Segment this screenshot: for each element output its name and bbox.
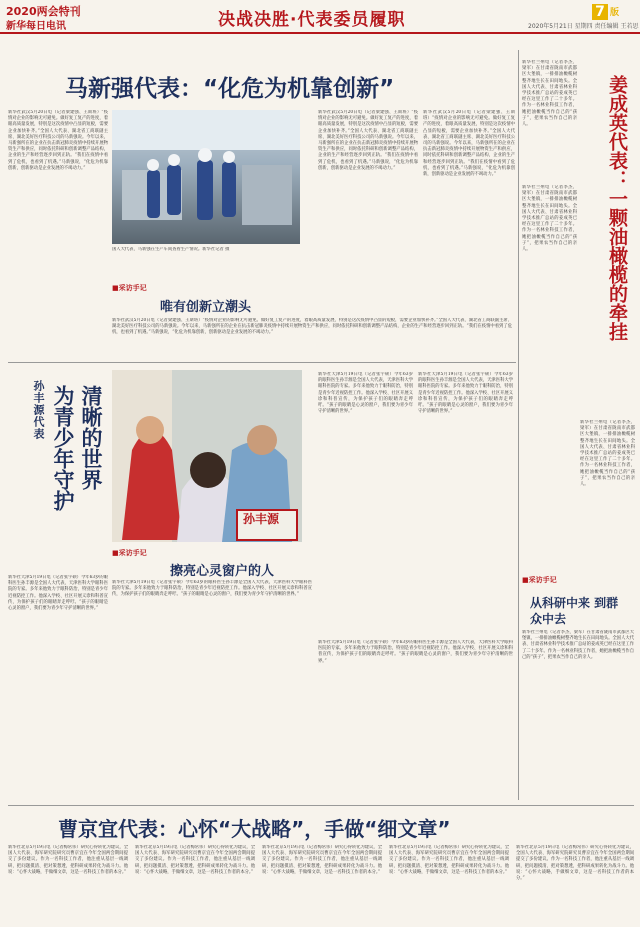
article-ma-col4: 新华社武汉5月20日电（记者梁建强、王斯班）“疫情对企业的影响无可避免。做好复工复产的进度，着眼高质量发展，特别是这次疫情中凸显的短板，需要企业加快补齐。”全国人大代表、湖北省工商联副主席、湖北美好医疗科技公司的马新强说。今年以来，马新强所在的企业在抗击新冠肺炎疫情中持续开展物资生产和供应，同时依托科研和创新调整产品结构，企业的生产和经营逐步回到正轨。“我们在疫情中看到了危机，也看到了机遇。”马新强说，“化危为机靠创新，创新驱动是企业发展的不竭动力。” [423, 110, 515, 178]
article-sun-end: 新华社天津5月19日电（记者张宇硕）今年63岁的眼科医生孙丰源是全国人大代表，天津医科大学眼科医院的专家。多年来他致力于眼科防治，特别是青少年近视防控工作。他深入学校、社区开展义诊和科普宣传，为保护孩子们的眼睛奔走呼吁。“孩子的眼睛是心灵的窗户，我们要为青少年守护清晰的世界。” [318, 640, 513, 664]
divider [8, 362, 516, 363]
article-cao-col5: 新华社北京5月19日电（记者梅常伟）研究心得转化为建议，全国人大代表、海军研究院研究员曹京宜在今年全国两会期间提交了多份建议。作为一名科技工作者，他注重从基层一线调研，把问题摸清、把对策想透，把科研成果转化为战斗力。他说：“心怀大战略，手做细文章，这是一名科技工作者的本分。” [516, 845, 634, 882]
subhead-jiang: 从科研中来 到群众中去 [530, 596, 619, 626]
article-cao-col1: 新华社北京5月19日电（记者梅常伟）研究心得转化为建议，全国人大代表、海军研究院研究员曹京宜在今年全国两会期间提交了多份建议。作为一名科技工作者，他注重从基层一线调研，把问题摸清、把对策想透，把科研成果转化为战斗力。他说：“心怀大战略，手做细文章，这是一名科技工作者的本分。” [8, 845, 128, 875]
sign-text: 孙丰源 [243, 512, 280, 526]
article-ma-notes: 新华社武汉5月20日电（记者梁建强、王斯班）“疫情对企业的影响无可避免。做好复工复产的进度，着眼高质量发展，特别是这次疫情中凸显的短板，需要企业加快补齐。”全国人大代表、湖北省工商联副主席、湖北美好医疗科技公司的马新强说。今年以来，马新强所在的企业在抗击新冠肺炎疫情中持续开展物资生产和供应，同时依托科研和创新调整产品结构，企业的生产和经营逐步回到正轨。“我们在疫情中看到了危机，也看到了机遇。”马新强说，“化危为机靠创新，创新驱动是企业发展的不竭动力。” [112, 318, 512, 336]
headline-ma: 马新强代表：“化危为机靠创新” [65, 76, 395, 102]
page-label: 版 [610, 8, 620, 18]
date-line: 2020年5月21日 星期四 责任编辑 王若思 [528, 23, 639, 30]
subhead-sun: 擦亮心灵窗户的人 [170, 564, 275, 579]
photo-factory [112, 110, 300, 244]
photo-caption-sun-vertical [306, 372, 314, 542]
factory-workers-image [112, 110, 300, 244]
photo-caption-ma-vertical [305, 112, 313, 242]
subhead-jiang-tag: ■采访手记 [522, 576, 557, 584]
article-cao-col3: 新华社北京5月19日电（记者梅常伟）研究心得转化为建议，全国人大代表、海军研究院研究员曹京宜在今年全国两会期间提交了多份建议。作为一名科技工作者，他注重从基层一线调研，把问题摸清、把对策想透，把科研成果转化为战斗力。他说：“心怀大战略，手做细文章，这是一名科技工作者的本分。” [262, 845, 382, 875]
subhead-ma-tag: ■采访手记 [112, 284, 147, 292]
article-ma-col1: 新华社武汉5月20日电（记者梁建强、王斯班）“疫情对企业的影响无可避免。做好复工复产的进度，着眼高质量发展，特别是这次疫情中凸显的短板，需要企业加快补齐。”全国人大代表、湖北省工商联副主席、湖北美好医疗科技公司的马新强说。今年以来，马新强所在的企业在抗击新冠肺炎疫情中持续开展物资生产和供应，同时依托科研和创新调整产品结构，企业的生产和经营逐步回到正轨。“我们在疫情中看到了危机，也看到了机遇。”马新强说，“化危为机靠创新，创新驱动是企业发展的不竭动力。” [8, 110, 108, 171]
article-sun-notes: 新华社天津5月19日电（记者张宇硕）今年63岁的眼科医生孙丰源是全国人大代表，天津医科大学眼科医院的专家。多年来他致力于眼科防治，特别是青少年近视防控工作。他深入学校、社区开展义诊和科普宣传，为保护孩子们的眼睛奔走呼吁。“孩子的眼睛是心灵的窗户，我们要为青少年守护清晰的世界。” [112, 580, 312, 598]
article-sun-col4: 新华社天津5月19日电（记者张宇硕）今年63岁的眼科医生孙丰源是全国人大代表，天津医科大学眼科医院的专家。多年来他致力于眼科防治，特别是青少年近视防控工作。他深入学校、社区开展义诊和科普宣传，为保护孩子们的眼睛奔走呼吁。“孩子的眼睛是心灵的窗户，我们要为青少年守护清晰的世界。” [418, 372, 513, 415]
subhead-sun-tag: ■采访手记 [112, 549, 147, 557]
edition-name: 2020两会特刊 [6, 5, 81, 18]
headline-jiang: 姜成英代表：一颗油橄榄的牵挂 [606, 75, 628, 341]
name-sun-vertical: 孙丰源代表 [32, 380, 45, 440]
column-divider [518, 50, 519, 800]
page-number-badge: 7 [592, 4, 608, 20]
article-sun-col1: 新华社天津5月19日电（记者张宇硕）今年63岁的眼科医生孙丰源是全国人大代表，天津医科大学眼科医院的专家。多年来他致力于眼科防治，特别是青少年近视防控工作。他深入学校、社区开展义诊和科普宣传，为保护孩子们的眼睛奔走呼吁。“孩子的眼睛是心灵的窗户，我们要为青少年守护清晰的世界。” [8, 575, 108, 612]
section-title: 决战决胜·代表委员履职 [218, 10, 406, 30]
article-jiang-notes: 新华社兰州电（记者李杰、梁军）在甘肃省陇南市武都区大堡镇，一排排油橄榄树整齐地生长在田间地头。全国人大代表、甘肃省林业科学技术推广总站的姜成英已经在这里工作了二十多年。作为一名林业科技工作者，她把油橄榄当作自己的“孩子”，把果农当作自己的亲人。 [522, 630, 634, 660]
article-cao-col2: 新华社北京5月19日电（记者梅常伟）研究心得转化为建议，全国人大代表、海军研究院研究员曹京宜在今年全国两会期间提交了多份建议。作为一名科技工作者，他注重从基层一线调研，把问题摸清、把对策想透，把科研成果转化为战斗力。他说：“心怀大战略，手做细文章，这是一名科技工作者的本分。” [135, 845, 255, 875]
article-sun-col3: 新华社天津5月19日电（记者张宇硕）今年63岁的眼科医生孙丰源是全国人大代表，天津医科大学眼科医院的专家。多年来他致力于眼科防治，特别是青少年近视防控工作。他深入学校、社区开展义诊和科普宣传，为保护孩子们的眼睛奔走呼吁。“孩子的眼睛是心灵的窗户，我们要为青少年守护清晰的世界。” [318, 372, 413, 415]
article-ma-col3: 新华社武汉5月20日电（记者梁建强、王斯班）“疫情对企业的影响无可避免。做好复工复产的进度，着眼高质量发展，特别是这次疫情中凸显的短板，需要企业加快补齐。”全国人大代表、湖北省工商联副主席、湖北美好医疗科技公司的马新强说。今年以来，马新强所在的企业在抗击新冠肺炎疫情中持续开展物资生产和供应，同时依托科研和创新调整产品结构，企业的生产和经营逐步回到正轨。“我们在疫情中看到了危机，也看到了机遇。”马新强说，“化危为机靠创新，创新驱动是企业发展的不竭动力。” [318, 110, 418, 171]
article-jiang-col2: 新华社兰州电（记者李杰、梁军）在甘肃省陇南市武都区大堡镇，一排排油橄榄树整齐地生长在田间地头。全国人大代表、甘肃省林业科学技术推广总站的姜成英已经在这里工作了二十多年。作为一名林业科技工作者，她把油橄榄当作自己的“孩子”，把果农当作自己的亲人。 [522, 185, 577, 253]
subhead-ma: 唯有创新立潮头 [160, 300, 252, 315]
newspaper-name: 新华每日电讯 [6, 21, 66, 32]
slogan-sun-line2: 为青少年守护 [51, 385, 75, 511]
article-jiang-col3: 新华社兰州电（记者李杰、梁军）在甘肃省陇南市武都区大堡镇，一排排油橄榄树整齐地生长在田间地头。全国人大代表、甘肃省林业科学技术推广总站的姜成英已经在这里工作了二十多年。作为一名林业科技工作者，她把油橄榄当作自己的“孩子”，把果农当作自己的亲人。 [580, 420, 635, 488]
article-jiang-col1: 新华社兰州电（记者李杰、梁军）在甘肃省陇南市武都区大堡镇，一排排油橄榄树整齐地生长在田间地头。全国人大代表、甘肃省林业科学技术推广总站的姜成英已经在这里工作了二十多年。作为一名林业科技工作者，她把油橄榄当作自己的“孩子”，把果农当作自己的亲人。 [522, 60, 577, 128]
divider [8, 805, 634, 806]
article-cao-col4: 新华社北京5月19日电（记者梅常伟）研究心得转化为建议，全国人大代表、海军研究院研究员曹京宜在今年全国两会期间提交了多份建议。作为一名科技工作者，他注重从基层一线调研，把问题摸清、把对策想透，把科研成果转化为战斗力。他说：“心怀大战略，手做细文章，这是一名科技工作者的本分。” [389, 845, 509, 875]
headline-cao: 曹京宜代表：心怀“大战略”，手做“细文章” [58, 817, 451, 841]
photo-caption-ma: 国人大代表、马新强在生产车间查看生产情况。新华社记者 摄 [112, 247, 230, 252]
slogan-sun-line1: 清晰的世界 [79, 385, 103, 490]
